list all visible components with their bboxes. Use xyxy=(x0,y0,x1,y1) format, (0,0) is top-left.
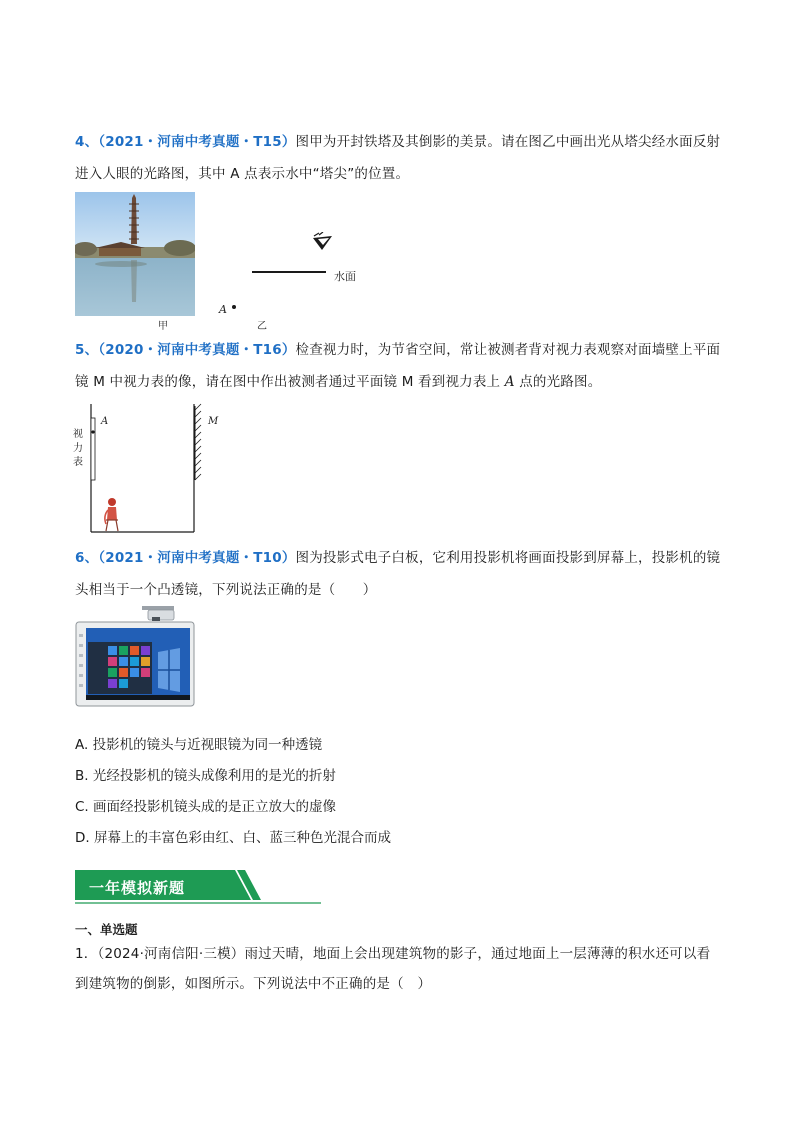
water-surface-label: 水面 xyxy=(334,270,356,283)
section-title: 一、单选题 xyxy=(75,922,138,937)
q6-number: 6、 xyxy=(75,550,99,566)
caption-yi: 乙 xyxy=(257,321,267,332)
q4-line1 xyxy=(75,134,720,150)
label-m: M xyxy=(208,416,219,427)
tower-photo xyxy=(75,192,195,316)
whiteboard-picture xyxy=(74,604,198,708)
caption-jia: 甲 xyxy=(158,321,168,332)
banner-title: 一年模拟新题 xyxy=(89,879,186,897)
eye-icon xyxy=(310,232,338,254)
q5-text-2-a: A xyxy=(504,374,515,390)
q6-option-c: C. 画面经投影机镜头成的是正立放大的虚像 xyxy=(75,799,337,815)
q1-line1: 1．（2024·河南信阳·三模）雨过天晴，地面上会出现建筑物的影子，通过地面上一层薄薄的积水还可以看 xyxy=(75,946,711,962)
q5-number: 5、 xyxy=(75,342,99,358)
point-a-label: A xyxy=(219,303,227,316)
q4-number: 4、 xyxy=(75,134,99,150)
point-a-dot xyxy=(232,305,236,309)
q6-source: （2021・河南中考真题・T10） xyxy=(98,550,296,566)
chart-label-2: 力 xyxy=(73,443,83,454)
label-a: A xyxy=(101,416,109,427)
q6-option-a: A. 投影机的镜头与近视眼镜为同一种透镜 xyxy=(75,737,323,753)
q5-source: （2020・河南中考真题・T16） xyxy=(98,342,296,358)
chart-label-1: 视 xyxy=(73,429,83,440)
q6-option-b: B. 光经投影机的镜头成像利用的是光的折射 xyxy=(75,768,336,784)
section-banner xyxy=(75,870,321,904)
q5-text-2b: 点的光路图。 xyxy=(514,374,602,390)
q1-line2: 到建筑物的倒影，如图所示。下列说法中不正确的是（ ） xyxy=(75,976,432,992)
q6-line2: 头相当于一个凸透镜，下列说法正确的是（ ） xyxy=(75,582,377,598)
vision-test-diagram xyxy=(70,400,220,536)
q5-line2 xyxy=(75,374,601,390)
q6-text-1: 图为投影式电子白板，它利用投影机将画面投影到屏幕上，投影机的镜 xyxy=(295,550,721,566)
q4-text-1: 图甲为开封铁塔及其倒影的美景。请在图乙中画出光从塔尖经水面反射 xyxy=(295,134,721,150)
chart-label-3: 表 xyxy=(73,457,83,468)
q5-text-1: 检查视力时，为节省空间，常让被测者背对视力表观察对面墙壁上平面 xyxy=(295,342,721,358)
q5-line1 xyxy=(75,342,720,358)
q4-source: （2021・河南中考真题・T15） xyxy=(98,134,296,150)
water-surface-line xyxy=(252,271,326,273)
q4-line2: 进入人眼的光路图，其中 A 点表示水中“塔尖”的位置。 xyxy=(75,166,410,182)
q5-text-2a: 镜 M 中视力表的像，请在图中作出被测者通过平面镜 M 看到视力表上 xyxy=(75,374,505,390)
q6-option-d: D. 屏幕上的丰富色彩由红、白、蓝三种色光混合而成 xyxy=(75,830,391,846)
q6-line1 xyxy=(75,550,720,566)
